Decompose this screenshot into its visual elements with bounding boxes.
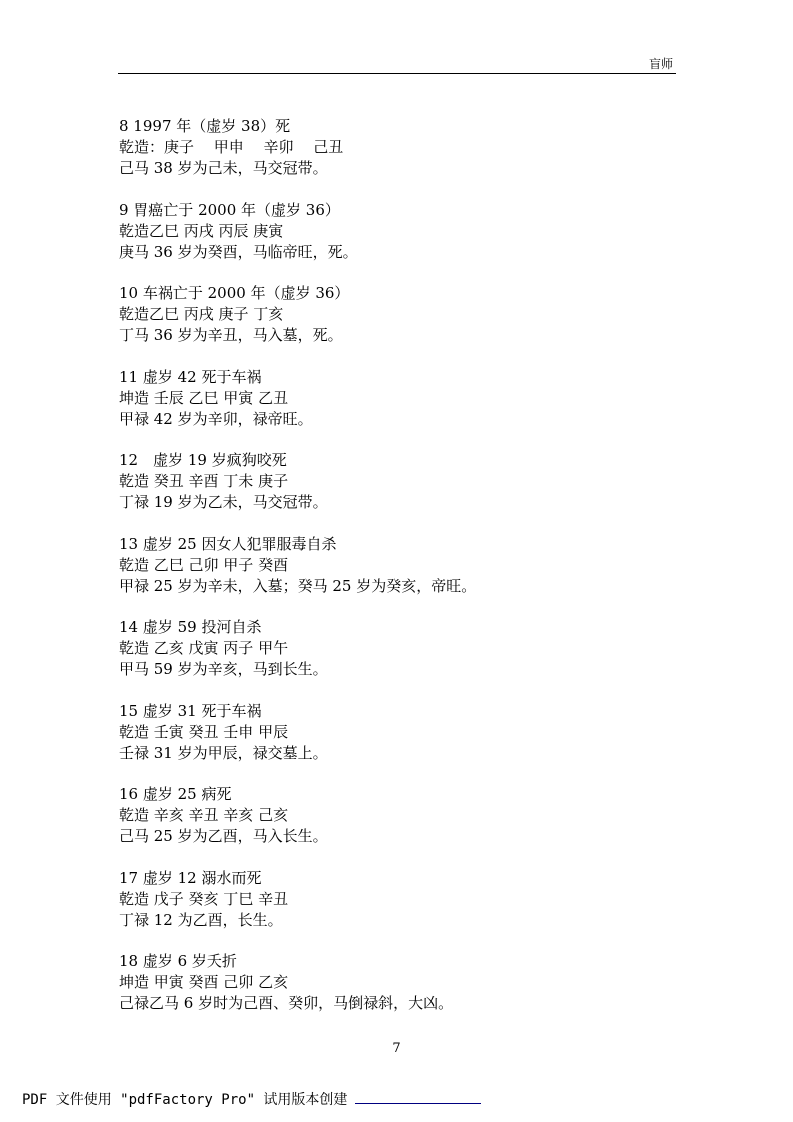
entry-14 — [119, 617, 679, 680]
entry-13 — [119, 534, 679, 597]
entry-chart: 乾造 乙亥 戊寅 丙子 甲午 — [119, 639, 289, 657]
entry-chart: 乾造 辛亥 辛丑 辛亥 己亥 — [119, 806, 289, 824]
entry-12 — [119, 450, 679, 513]
pdf-footer — [22, 1091, 481, 1109]
entry-title: 12 虚岁 19 岁疯狗咬死 — [119, 451, 287, 469]
header-label: 盲师 — [648, 57, 673, 71]
entry-note: 壬禄 31 岁为甲辰，禄交墓上。 — [119, 743, 328, 762]
entry-10 — [119, 283, 679, 346]
entry-16 — [119, 784, 679, 847]
entry-title: 15 虚岁 31 死于车祸 — [119, 701, 262, 720]
entry-chart: 乾造 戊子 癸亥 丁巳 辛丑 — [119, 889, 289, 908]
entry-18 — [119, 951, 679, 1014]
entry-9 — [119, 200, 679, 263]
entry-chart: 乾造 壬寅 癸丑 壬申 甲辰 — [119, 722, 289, 741]
entry-title: 8 1997 年（虚岁 38）死 — [119, 117, 291, 135]
entry-note: 丁禄 12 为乙酉，长生。 — [119, 910, 283, 929]
entry-title: 16 虚岁 25 病死 — [119, 785, 232, 803]
document-body — [119, 116, 679, 1035]
entry-title: 9 胃癌亡于 2000 年（虚岁 36） — [119, 200, 340, 219]
page-number: 7 — [392, 1041, 401, 1056]
entry-title: 14 虚岁 59 投河自杀 — [119, 618, 262, 636]
entry-note: 甲禄 42 岁为辛卯，禄帝旺。 — [119, 409, 313, 428]
entry-chart: 坤造 甲寅 癸酉 己卯 乙亥 — [119, 973, 289, 991]
entry-note: 甲禄 25 岁为辛未，入墓；癸马 25 岁为癸亥，帝旺。 — [119, 576, 477, 595]
entry-15 — [119, 701, 679, 764]
entry-note: 己禄乙马 6 岁时为己酉、癸卯，马倒禄斜，大凶。 — [119, 994, 454, 1012]
entry-note: 甲马 59 岁为辛亥，马到长生。 — [119, 660, 328, 678]
entry-title: 18 虚岁 6 岁夭折 — [119, 952, 237, 970]
entry-chart: 乾造：庚子 甲申 辛卯 己丑 — [119, 138, 344, 156]
entry-chart: 乾造 乙巳 己卯 甲子 癸酉 — [119, 555, 289, 574]
entry-chart: 乾造乙巳 丙戌 庚子 丁亥 — [119, 305, 284, 323]
header-rule — [118, 73, 676, 74]
entry-11 — [119, 367, 679, 430]
footer-text: PDF 文件使用 "pdfFactory Pro" 试用版本创建 — [22, 1092, 348, 1108]
entry-note: 庚马 36 岁为癸酉，马临帝旺，死。 — [119, 242, 358, 261]
entry-title: 11 虚岁 42 死于车祸 — [119, 367, 262, 386]
entry-8 — [119, 116, 679, 179]
entry-note: 己马 38 岁为己未，马交冠带。 — [119, 159, 328, 177]
entry-note: 己马 25 岁为乙酉，马入长生。 — [119, 827, 328, 845]
entry-title: 13 虚岁 25 因女人犯罪服毒自杀 — [119, 534, 337, 553]
entry-chart: 乾造乙巳 丙戌 丙辰 庚寅 — [119, 221, 284, 240]
entry-chart: 乾造 癸丑 辛酉 丁未 庚子 — [119, 472, 289, 490]
entry-title: 17 虚岁 12 溺水而死 — [119, 868, 262, 887]
entry-note: 丁禄 19 岁为乙未，马交冠带。 — [119, 493, 328, 511]
entry-chart: 坤造 壬辰 乙巳 甲寅 乙丑 — [119, 388, 289, 407]
entry-17 — [119, 868, 679, 931]
footer-link[interactable] — [355, 1091, 481, 1104]
entry-note: 丁马 36 岁为辛丑，马入墓，死。 — [119, 326, 343, 344]
entry-title: 10 车祸亡于 2000 年（虚岁 36） — [119, 284, 350, 302]
